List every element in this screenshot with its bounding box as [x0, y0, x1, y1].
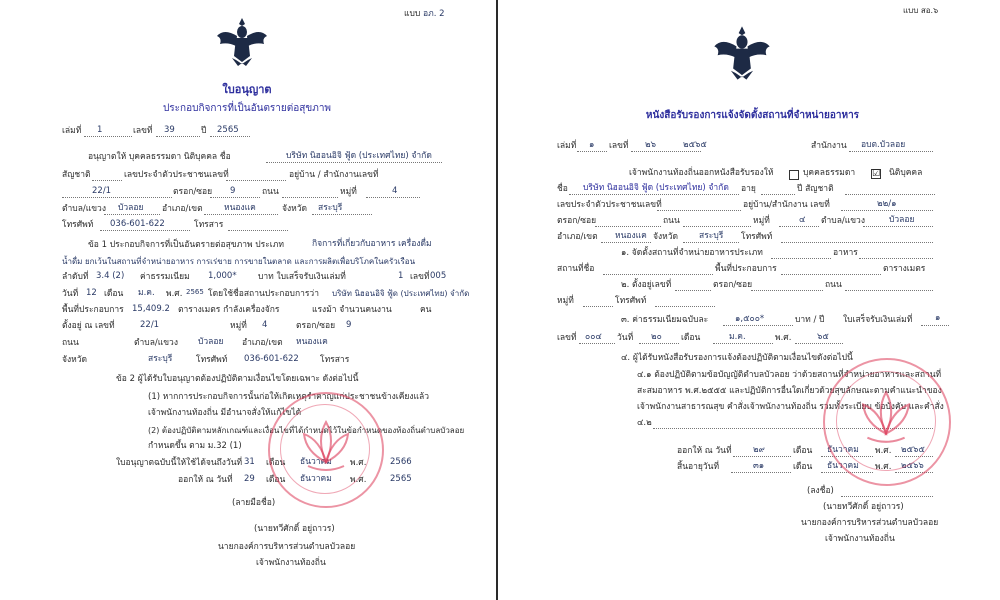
by-name-label: โดยใช้ชื่อสถานประกอบการว่า [208, 289, 319, 299]
place-label: สถานที่ชื่อ [557, 264, 595, 274]
signer-role2: เจ้าพนักงานท้องถิ่น [256, 558, 326, 568]
clause1-detail: น้ำดื่ม ยกเว้นในสถานที่จำหน่ายอาหาร การเร่ขาย การขายในตลาด และการผลิตเพื่อบริโภคในครัวเรือน [62, 257, 416, 266]
located-province-label: จังหวัด [62, 355, 88, 365]
item1-label: ๑. จัดตั้งสถานที่จำหน่ายอาหารประเภท [621, 248, 763, 258]
receipt-no: 005 [430, 271, 447, 281]
book-label: เล่มที่ [557, 141, 577, 151]
check-mark-icon: ☑ [872, 169, 881, 179]
amphoe-label: อำเภอ/เขต [162, 204, 203, 214]
phone-label: โทรศัพท์ [62, 220, 94, 230]
located-tambon-label: ตำบล/แขวง [134, 338, 178, 348]
soi-label: ตรอก/ซอย [557, 216, 597, 226]
expire-label: สิ้นอายุวันที่ [677, 462, 720, 472]
receipt-book: 1 [398, 271, 404, 281]
no-label: เลขที่ [557, 333, 577, 343]
expire-be-label: พ.ศ. [875, 462, 892, 472]
garuda-emblem-icon [711, 22, 773, 84]
issued-month-label: เดือน [266, 475, 286, 485]
number-value: ๒๖ [645, 140, 656, 150]
book-no: 1 [97, 125, 103, 135]
order-label: ลำดับที่ [62, 272, 89, 282]
tambon-label: ตำบล/แขวง [62, 204, 106, 214]
item2-soi-label: ตรอก/ซอย [713, 280, 753, 290]
issued-month: ธันวาคม [300, 474, 332, 484]
by-name-value: บริษัท นิฮอนอิจิ ฟู้ด (ประเทศไทย) จำกัด [332, 289, 470, 298]
legal-type-label: นิติบุคคล [889, 168, 923, 178]
expire-month: ธันวาคม [300, 457, 332, 467]
issued-be-label: พ.ศ. [350, 475, 367, 485]
signer-name: (นายทวีศักดิ์ อยู่ถาวร) [823, 502, 904, 512]
expire-be-label: พ.ศ. [350, 458, 367, 468]
area-value: 15,409.2 [132, 304, 170, 314]
signer-role2: เจ้าพนักงานท้องถิ่น [825, 534, 895, 544]
phone-value: 036-601-622 [110, 219, 165, 229]
expire-month-label: เดือน [793, 462, 813, 472]
issued-day: 29 [244, 474, 255, 484]
office-label: สำนักงาน [811, 141, 847, 151]
signer-role: นายกองค์การบริหารส่วนตำบลบัวลอย [218, 542, 356, 552]
fee-label: ค่าธรรมเนียม [140, 272, 190, 282]
soi-value: 9 [230, 186, 236, 196]
receipt-label: ใบเสร็จรับเงินเล่มที่ [843, 315, 913, 325]
receipt-book: ๑ [935, 313, 941, 323]
house-no: 22/1 [92, 186, 112, 196]
issued-year: ๒๕๖๕ [901, 445, 925, 455]
expire-year: 2566 [390, 457, 412, 467]
number-value: 39 [164, 125, 175, 135]
form-code-prefix: แบบ [404, 9, 421, 19]
hp-label: แรงม้า จำนวนคนงาน [312, 305, 392, 315]
road-label: ถนน [663, 216, 680, 226]
expire-label: ใบอนุญาตฉบับนี้ให้ใช้ได้จนถึงวันที่ [116, 458, 243, 468]
located-amphoe-label: อำเภอ/เขต [242, 338, 283, 348]
person-type-label: บุคคลธรรมดา [803, 168, 856, 178]
id-label: เลขประจำตัวประชาชนเลขที่ [557, 200, 662, 210]
issuer-text: เจ้าพนักงานท้องถิ่นออกหนังสือรับรองให้ [629, 168, 774, 178]
be-value: ๖๕ [817, 332, 829, 342]
cond41-line2: สะสมอาหาร พ.ศ.๒๕๕๕ และปฏิบัติการอื่นใดเกี่ยวด้วยสุขลักษณะตามคำแนะนำของ [637, 386, 942, 396]
no-value: ๐๐๔ [585, 332, 602, 342]
name-label: ชื่อ [557, 184, 568, 194]
located-tambon: บัวลอย [198, 337, 224, 347]
date-label: วันที่ [62, 289, 79, 299]
be-value: 2565 [186, 288, 204, 296]
tambon-label: ตำบล/แขวง [821, 216, 865, 226]
item2-phone-label: โทรศัพท์ [615, 296, 647, 306]
located-moo-label: หมู่ที่ [230, 321, 247, 331]
expire-month-label: เดือน [266, 458, 286, 468]
province-value: สระบุรี [699, 231, 724, 241]
sign-label: (ลายมือชื่อ) [232, 498, 276, 508]
area-unit: ตารางเมตร กำลังเครื่องจักร [178, 305, 280, 315]
company-name: บริษัท นิฮอนอิจิ ฟู้ด (ประเทศไทย) จำกัด [286, 151, 432, 161]
nationality-label: สัญชาติ [62, 170, 91, 180]
day-value: ๒๐ [651, 332, 662, 342]
company-name: บริษัท นิฮอนอิจิ ฟู้ด (ประเทศไทย) จำกัด [583, 183, 729, 193]
moo-label: หมู่ที่ [753, 216, 770, 226]
number-label: เลขที่ [609, 141, 629, 151]
moo-value: 4 [392, 186, 398, 196]
license-title: ใบอนุญาต [222, 83, 272, 96]
expire-year: ๒๕๖๖ [901, 461, 924, 471]
fee-value: 1,000* [208, 271, 237, 281]
item2-road-label: ถนน [825, 280, 842, 290]
month-label: เดือน [681, 333, 701, 343]
garuda-emblem-icon [214, 14, 270, 70]
located-soi-label: ตรอก/ซอย [296, 321, 336, 331]
day-label: วันที่ [617, 333, 634, 343]
fee-unit: บาท / ปี [795, 315, 825, 325]
located-label: ตั้งอยู่ ณ เลขที่ [62, 321, 115, 331]
issued-be-label: พ.ศ. [875, 446, 892, 456]
grant-label: อนุญาตให้ บุคคลธรรมดา นิติบุคคล ชื่อ [88, 152, 231, 162]
located-house: 22/1 [140, 320, 160, 330]
order-no: 3.4 (2) [96, 271, 125, 281]
cond1-line1: (1) หากการประกอบกิจการนั้นก่อให้เกิดเหตุรำคาญแก่ประชาชนข้างเคียงแล้ว [148, 392, 429, 402]
issued-day: ๒๙ [753, 445, 765, 455]
sign-label: (ลงชื่อ) [807, 486, 834, 496]
license-document [0, 0, 494, 600]
receipt-no-label: เลขที่ [410, 272, 430, 282]
province-label: จังหวัด [282, 204, 308, 214]
number-label: เลขที่ [133, 126, 153, 136]
item4-label: ๔. ผู้ได้รับหนังสือรับรองการแจ้งต้องปฏิบัติตามเงื่อนไขดังต่อไปนี้ [621, 353, 853, 363]
tambon-value: บัวลอย [889, 215, 915, 225]
page-divider [494, 0, 505, 600]
cond2-line1: (2) ต้องปฏิบัติตามหลักเกณฑ์และเงื่อนไขที่ได้กำหนดไว้ในข้อกำหนดของท้องถิ่นตำบลบัวลอย [148, 426, 465, 435]
issued-year: 2565 [390, 474, 412, 484]
legal-type-checkbox[interactable] [871, 169, 881, 179]
moo-value: ๔ [799, 215, 806, 225]
person-type-checkbox[interactable] [789, 170, 799, 180]
clause2-label: ข้อ 2 ผู้ได้รับใบอนุญาตต้องปฏิบัติตามเงื่อนไขโดยเฉพาะ ดังต่อไปนี้ [116, 374, 359, 384]
sqm-label: ตารางเมตร [883, 264, 926, 274]
located-province: สระบุรี [148, 354, 173, 364]
area-label: พื้นที่ประกอบการ [715, 264, 777, 274]
office-value: อบต.บัวลอย [861, 140, 906, 150]
book-label: เล่มที่ [62, 126, 82, 136]
item3-label: ๓. ค่าธรรมเนียมฉบับละ [621, 315, 709, 325]
age-unit: ปี สัญชาติ [797, 184, 834, 194]
year-value: 2565 [217, 125, 239, 135]
road-label: ถนน [262, 187, 279, 197]
located-moo: 4 [262, 320, 268, 330]
fax-label: โทรสาร [194, 220, 224, 230]
item2-moo-label: หมู่ที่ [557, 296, 574, 306]
expire-day: 31 [244, 457, 255, 467]
phone-label: โทรศัพท์ [741, 232, 773, 242]
fee-value: ๑,๕๐๐* [735, 314, 765, 324]
clause1-label: ข้อ 1 ประกอบกิจการที่เป็นอันตรายต่อสุขภาพ ประเภท [88, 240, 284, 250]
month-label: เดือน [104, 289, 124, 299]
address-label: อยู่บ้าน/สำนักงาน เลขที่ [743, 200, 830, 210]
id-label: เลขประจำตัวประชาชนเลขที่ [124, 170, 229, 180]
address-label: อยู่บ้าน / สำนักงานเลขที่ [289, 170, 379, 180]
form-code: อภ. 2 [422, 9, 445, 19]
soi-label: ตรอก/ซอย [173, 187, 213, 197]
tambon-value: บัวลอย [118, 203, 144, 213]
month-value: ม.ค. [138, 288, 155, 298]
year-label: ปี [201, 126, 207, 136]
located-fax-label: โทรสาร [320, 355, 350, 365]
cond41-line1: ๔.๑ ต้องปฏิบัติตามข้อบัญญัติตำบลบัวลอย ว่าด้วยสถานที่จำหน่ายอาหารและสถานที่ [637, 370, 942, 380]
official-seal-icon [268, 392, 384, 508]
date-day: 12 [86, 288, 97, 298]
expire-day: ๓๑ [753, 461, 765, 471]
located-soi: 9 [346, 320, 352, 330]
issued-label: ออกให้ ณ วันที่ [677, 446, 732, 456]
amphoe-label: อำเภอ/เขต [557, 232, 598, 242]
item2-label: ๒. ตั้งอยู่เลขที่ [621, 280, 672, 290]
issued-label: ออกให้ ณ วันที่ [178, 475, 233, 485]
fee-unit: บาท ใบเสร็จรับเงินเล่มที่ [258, 272, 346, 282]
official-seal-icon [823, 358, 951, 486]
area-label: พื้นที่ประกอบการ [62, 305, 124, 315]
cond1-line2: เจ้าพนักงานท้องถิ่น มีอำนาจสั่งให้แก้ไขได้ [148, 408, 302, 418]
form-code: แบบ สอ.๖ [903, 6, 939, 15]
certificate-document [505, 0, 1000, 600]
moo-label: หมู่ที่ [340, 187, 357, 197]
person-label: คน [420, 305, 432, 315]
amphoe-value: หนองแค [224, 203, 256, 213]
cond41-line3: เจ้าพนักงานสาธารณสุข คำสั่งเจ้าพนักงานท้องถิ่น รวมทั้งระเบียบ ข้อบังคับ และคำสั่ง [637, 402, 944, 412]
located-road-label: ถนน [62, 338, 79, 348]
province-label: จังหวัด [653, 232, 679, 242]
certificate-title: หนังสือรับรองการแจ้งจัดตั้งสถานที่จำหน่ายอาหาร [645, 110, 860, 121]
signer-role: นายกองค์การบริหารส่วนตำบลบัวลอย [801, 518, 939, 528]
issued-month: ธันวาคม [827, 445, 859, 455]
cond42-label: ๔.๒ [637, 418, 652, 428]
year-value: ๒๕๖๕ [683, 140, 707, 150]
item1-type: อาหาร [833, 248, 858, 258]
signer-name: (นายทวีศักดิ์ อยู่ถาวร) [254, 524, 335, 534]
age-label: อายุ [741, 184, 756, 194]
month-value: ม.ค. [729, 332, 746, 342]
located-amphoe: หนองแค [296, 337, 328, 347]
be-label: พ.ศ. [166, 289, 183, 299]
amphoe-value: หนองแค [615, 231, 647, 241]
house-no: ๒๒/๑ [877, 199, 897, 209]
expire-month: ธันวาคม [827, 461, 859, 471]
located-phone: 036-601-622 [244, 354, 299, 364]
located-phone-label: โทรศัพท์ [196, 355, 228, 365]
license-subtitle: ประกอบกิจการที่เป็นอันตรายต่อสุขภาพ [162, 103, 332, 114]
be-label: พ.ศ. [775, 333, 792, 343]
book-no: ๑ [589, 140, 595, 150]
issued-month-label: เดือน [793, 446, 813, 456]
clause1-type: กิจการที่เกี่ยวกับอาหาร เครื่องดื่ม [312, 239, 432, 249]
province-value: สระบุรี [318, 203, 343, 213]
cond2-line2: กำหนดขึ้น ตาม ม.32 (1) [148, 441, 242, 451]
